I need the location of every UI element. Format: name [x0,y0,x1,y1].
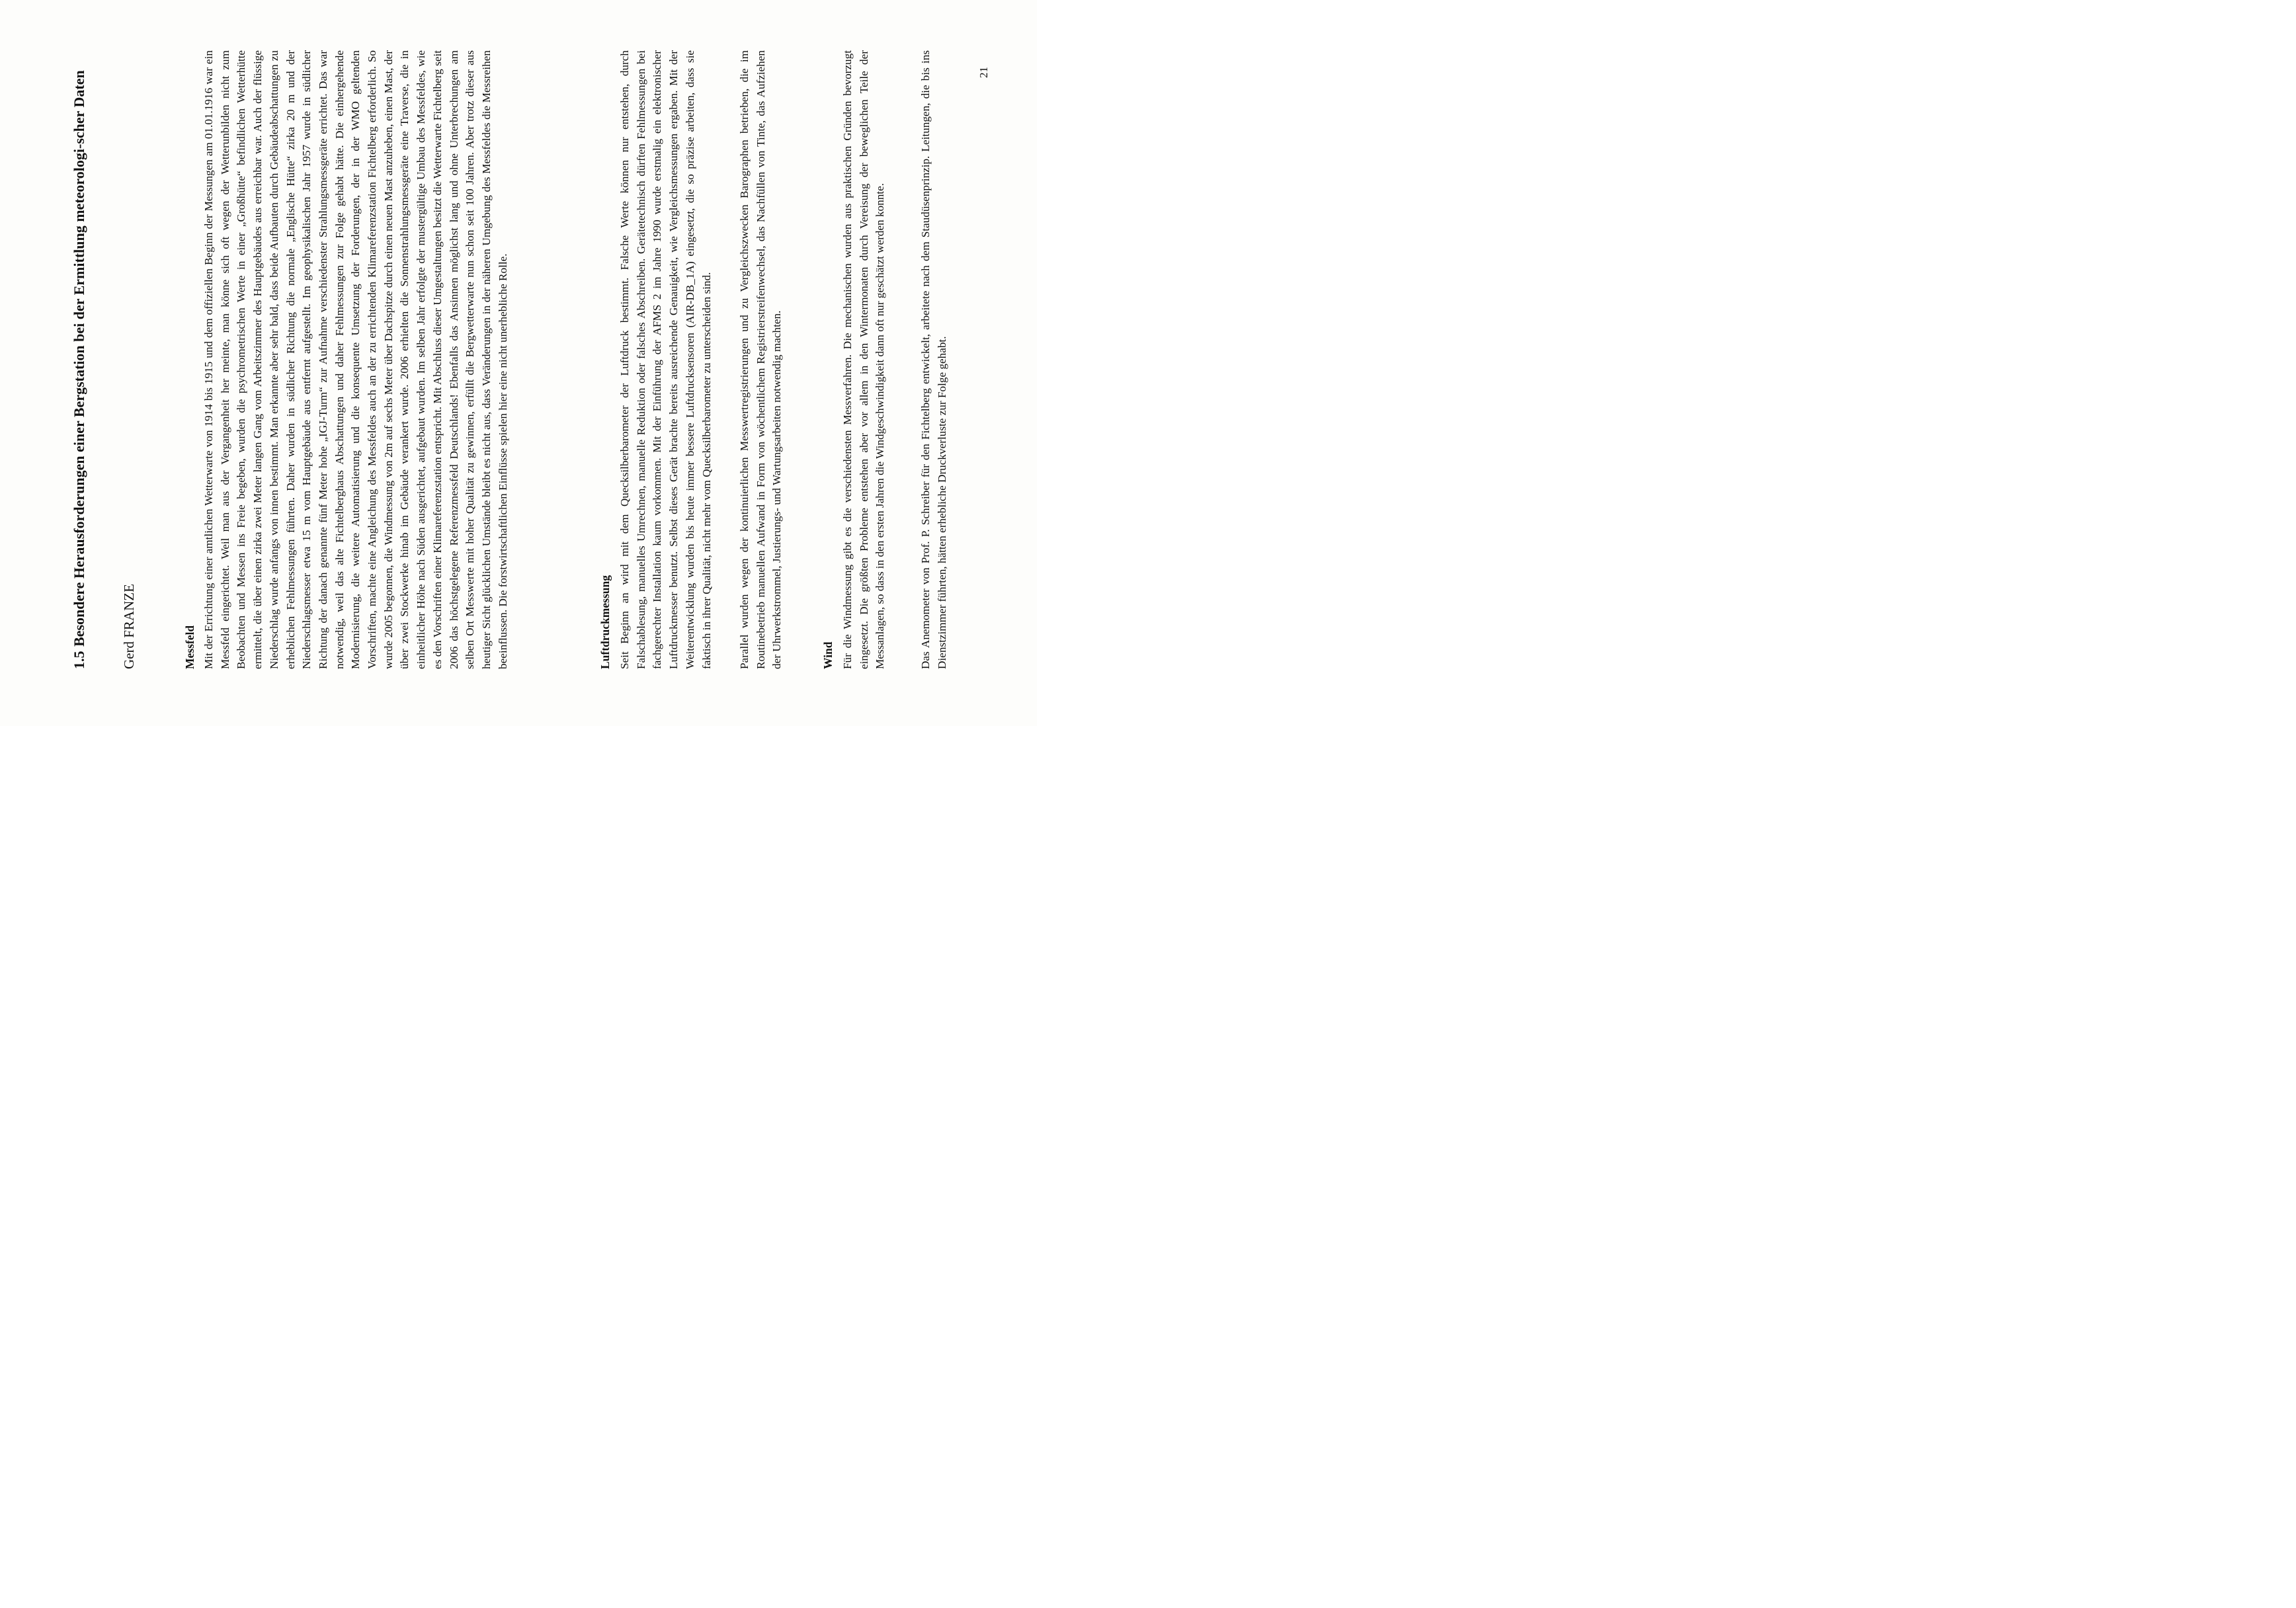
paragraph-luftdruck-2: Parallel wurden wegen der kontinuierlichen Messwertregistrierungen und zu Vergleichszwecken Barographen betrieben, die im Routinebetrieb manuellen Aufwand in Form von wöchentlichem Registrierstreifenwechsel, das Nachfüllen von Tinte, das Aufziehen der Uhrwerkstrommel, Justierungs- und Wartungsarbeiten notwendig machten. [738,50,784,669]
author: Gerd FRANZE [121,584,137,669]
rotated-page [0,0,1037,726]
section-number: 1.5 [71,651,87,669]
section-heading-luftdruckmessung: Luftdruckmessung [598,575,612,669]
page-number: 21 [977,67,990,78]
paragraph-messfeld: Mit der Errichtung einer amtlichen Wetterwarte von 1914 bis 1915 und dem offiziellen Beginn der Messungen am 01.01.1916 war ein Messfeld eingerichtet. Weil man aus der Vergangenheit her meinte, man könne sich oft wegen der Wetterunbilden nicht zum Beobachten und Messen ins Freie begeben, wurden die psychrometrischen Werte in einer „Großhütte“ befindlichen Wetterhütte ermittelt, die über einen zirka zwei Meter langen Gang vom Arbeitszimmer des Hauptgebäudes aus erreichbar war. Auch der flüssige Niederschlag wurde anfangs von innen bestimmt. Man erkannte aber sehr bald, dass beide Aufbauten durch Gebäudeabschattungen zu erheblichen Fehlmessungen führten. Daher wurden in südlicher Richtung die normale „Englische Hütte“ zirka 20 m und der Niederschlagsmesser etwa 15 m vom Hauptgebäude aus entfernt aufgestellt. Im geophysikalischen Jahr 1957 wurde in südlicher Richtung der danach genannte fünf Meter hohe „IGJ-Turm“ zur Aufnahme verschiedenster Strahlungsmessgeräte errichtet. Das war notwendig, weil das alte Fichtelberghaus Abschattungen und daher Fehlmessungen zur Folge gehabt hätte. Die einhergehende Modernisierung, die weitere Automatisierung und die konsequente Umsetzung der Forderungen, der in der WMO geltenden Vorschriften, machte eine Angleichung des Messfeldes auch an der zu errichtenden Klimareferenzstation Fichtelberg erforderlich. So wurde 2005 begonnen, die Windmessung von 2m auf sechs Meter über Dachspitze durch einen neuen Mast anzuheben, einen Mast, der über zwei Stockwerke hinab im Gebäude verankert wurde. 2006 erhielten die Sonnenstrahlungsmessgeräte eine Traverse, die in einheitlicher Höhe nach Süden ausgerichtet, aufgebaut wurden. Im selben Jahr erfolgte der mustergültige Umbau des Messfeldes, wie es den Vorschriften einer Klimareferenzstation entspricht. Mit Abschluss dieser Umgestaltungen besitzt die Wetterwarte Fichtelberg seit 2006 das höchstgelegene Referenzmessfeld Deutschlands! Ebenfalls das Ansinnen möglichst lang und ohne Unterbrechungen am selben Ort Messwerte mit hoher Qualität zu gewinnen, erfüllt die Bergwetterwarte nun schon seit 100 Jahren. Aber trotz dieser aus heutiger Sicht glücklichen Umstände bleibt es nicht aus, dass Veränderungen in der näheren Umgebung des Messfeldes die Messreihen beeinflussen. Die forstwirtschaftlichen Einflüsse spielen hier eine nicht unerhebliche Rolle. [202,50,509,669]
paragraph-wind-2: Das Anemometer von Prof. P. Schreiber für den Fichtelberg entwickelt, arbeitete nach dem Staudüsenprinzip. Leitungen, die bis ins Dienstzimmer führten, hätten erhebliche Druckverluste zur Folge gehabt. [919,50,948,669]
section-heading-wind: Wind [821,641,835,669]
page-title: Besondere Herausforderungen einer Bergstation bei der Ermittlung meteorologi-scher Daten [71,70,87,647]
paragraph-wind-1: Für die Windmessung gibt es die verschiedensten Messverfahren. Die mechanischen wurden aus praktischen Gründen bevorzugt eingesetzt. Die größten Probleme entstehen aber vor allem in den Wintermonaten durch Vereisung der beweglichen Teile der Messanlagen, so dass in den ersten Jahren die Windgeschwindigkeit dann oft nur geschätzt werden konnte. [841,50,887,669]
paragraph-luftdruck-1: Seit Beginn an wird mit dem Quecksilberbarometer der Luftdruck bestimmt. Falsche Werte können nur entstehen, durch Falschablesung, manuelles Umrechnen, manuelle Reduktion oder falsches Abschreiben. Gerätetechnisch dürften Fehlmessungen bei fachgerechter Installation kaum vorkommen. Mit der Einführung der AFMS 2 im Jahre 1990 wurde erstmalig ein elektronischer Luftdruckmesser benutzt. Selbst dieses Gerät brachte bereits ausreichende Genauigkeit, wie Vergleichsmessungen ergaben. Mit der Weiterentwicklung wurden bis heute immer bessere Luftdrucksensoren (AIR-DB_1A) eingesetzt, die so präzise arbeiten, dass sie faktisch in ihrer Qualität, nicht mehr vom Quecksilberbarometer zu unterscheiden sind. [618,50,713,669]
section-heading-messfeld: Messfeld [183,625,196,669]
